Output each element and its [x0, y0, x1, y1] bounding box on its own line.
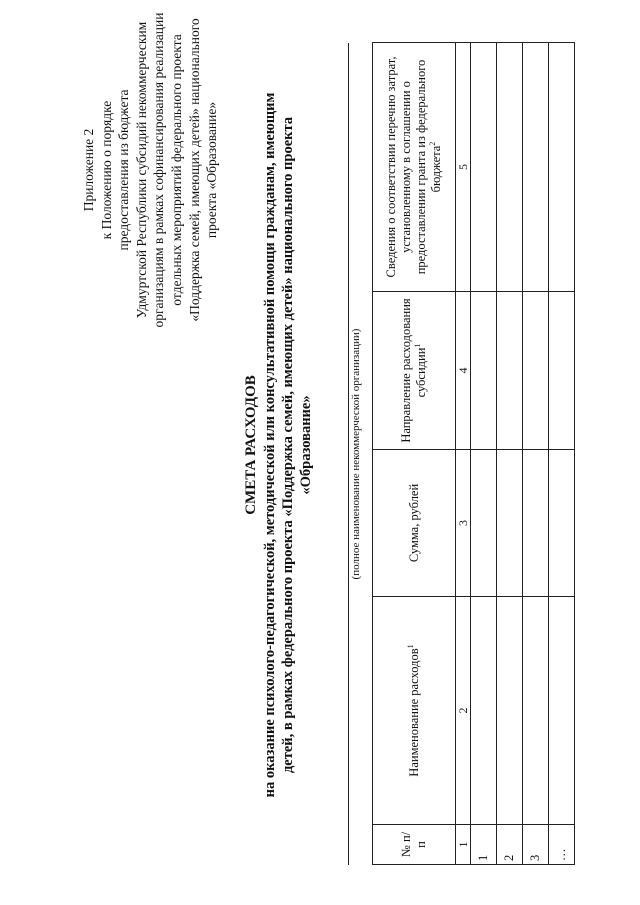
org-name-caption: (полное наименование некоммерческой организации) — [350, 328, 362, 580]
table-row — [497, 43, 523, 865]
document-title — [242, 25, 315, 865]
expense-table — [372, 42, 575, 865]
title-line: на оказание психолого-педагогической, методической или консультативной помощи гражданам, имеющим — [262, 92, 278, 798]
cell-expense-name — [497, 597, 523, 825]
cell-direction — [497, 292, 523, 450]
row-number: 3 — [523, 825, 549, 865]
column-number: 1 — [456, 825, 471, 865]
appendix-line: Удмуртской Республики субсидий некоммерческим — [133, 21, 149, 319]
org-name-line — [348, 43, 349, 865]
header-number: № п/п — [373, 825, 456, 865]
cell-direction — [523, 292, 549, 450]
column-number: 2 — [456, 597, 471, 825]
row-number: 2 — [497, 825, 523, 865]
cell-direction — [549, 292, 575, 450]
cell-amount — [471, 450, 497, 597]
title-line: «Образование» — [298, 395, 314, 495]
column-numbering-row — [456, 43, 471, 865]
table-header-row — [373, 43, 456, 865]
cell-direction — [471, 292, 497, 450]
appendix-line: организациям в рамках софинансирования реализации — [151, 12, 167, 328]
cell-compliance-info — [523, 43, 549, 292]
appendix-line: отдельных мероприятий федерального проекта — [168, 34, 184, 306]
table-row — [523, 43, 549, 865]
cell-expense-name — [471, 597, 497, 825]
cell-compliance-info — [471, 43, 497, 292]
appendix-block — [80, 5, 221, 335]
table-row — [549, 43, 575, 865]
cell-amount — [523, 450, 549, 597]
cell-expense-name — [549, 597, 575, 825]
header-direction: Направление расходования субсидии$^1$ — [373, 292, 456, 450]
cell-expense-name — [523, 597, 549, 825]
header-expense-name: Наименование расходов$^1$ — [373, 597, 456, 825]
column-number: 5 — [456, 43, 471, 292]
column-number: 3 — [456, 450, 471, 597]
table-row — [471, 43, 497, 865]
appendix-line: к Положению о порядке — [98, 100, 114, 240]
title-heading: СМЕТА РАСХОДОВ — [243, 375, 259, 515]
header-compliance-info: Сведения о соответствии перечню затрат, установленному в соглашении о предоставлении гранта из федерального бюджета$^2$ — [373, 43, 456, 292]
appendix-line: проекта «Образование» — [204, 101, 220, 239]
row-number: 1 — [471, 825, 497, 865]
cell-compliance-info — [497, 43, 523, 292]
title-line: детей, в рамках федерального проекта «Поддержка семей, имеющих детей» национального проекта — [280, 116, 296, 774]
cell-amount — [549, 450, 575, 597]
cell-compliance-info — [549, 43, 575, 292]
column-number: 4 — [456, 292, 471, 450]
row-number: … — [549, 825, 575, 865]
appendix-line: предоставления из бюджета — [116, 89, 132, 251]
cell-amount — [497, 450, 523, 597]
appendix-line: Приложение 2 — [81, 128, 96, 212]
appendix-line: «Поддержка семей, имеющих детей» национального — [186, 18, 202, 322]
header-amount: Сумма, рублей — [373, 450, 456, 597]
